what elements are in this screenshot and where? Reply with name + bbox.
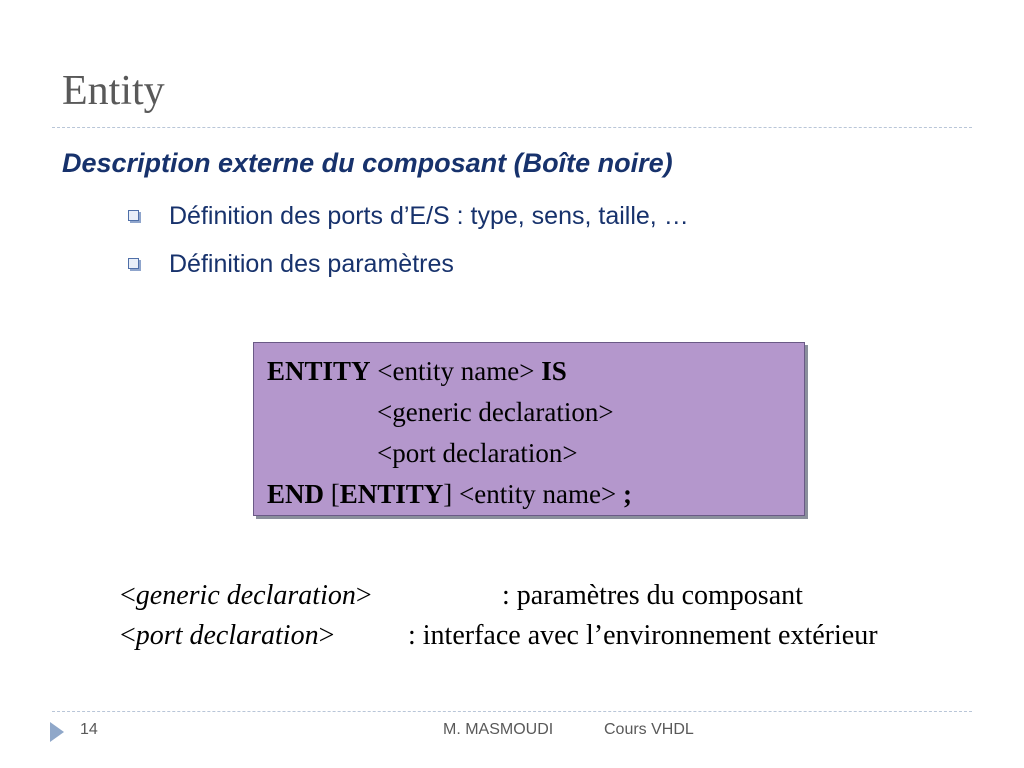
keyword-entity-optional: ENTITY [339,479,444,509]
term-generic: generic declaration [135,580,356,611]
term-close: > [355,580,372,611]
slide-title: Entity [62,68,165,114]
code-bracket-open: [ [324,479,340,509]
code-line-entity [267,355,804,396]
keyword-entity: ENTITY [267,356,371,386]
square-bullet-icon [128,210,139,221]
footer-course: Cours VHDL [604,721,694,738]
keyword-end: END [267,479,325,509]
bullet-text: Définition des paramètres [169,250,454,278]
footer-divider [52,711,972,712]
entity-syntax-box [253,342,805,516]
term-open: < [120,620,136,651]
bullet-item [128,250,454,279]
definition-row-generic [120,580,803,620]
definition-generic: : paramètres du composant [502,580,803,611]
definition-row-port [120,620,878,660]
title-divider [52,127,972,128]
term-port: port declaration [135,620,319,651]
definition-port: : interface avec l’environnement extérieur [408,620,878,651]
code-end-name: ] <entity name> [443,479,623,509]
square-bullet-icon [128,258,139,269]
definitions-list [120,580,878,660]
keyword-is: IS [541,356,567,386]
term-close: > [318,620,335,651]
page-number: 14 [80,721,98,738]
triangle-arrow-icon [50,722,64,742]
code-line-port: <port declaration> [377,438,578,468]
slide-subtitle: Description externe du composant (Boîte noire) [62,148,673,178]
code-line-generic: <generic declaration> [377,397,614,427]
term-open: < [120,580,136,611]
code-semicolon: ; [622,479,632,509]
code-line-end [267,478,804,519]
bullet-text: Définition des ports d’E/S : type, sens, taille, … [169,202,689,230]
bullet-item [128,202,689,231]
code-entity-name: <entity name> [370,356,542,386]
footer-author: M. MASMOUDI [443,721,554,738]
